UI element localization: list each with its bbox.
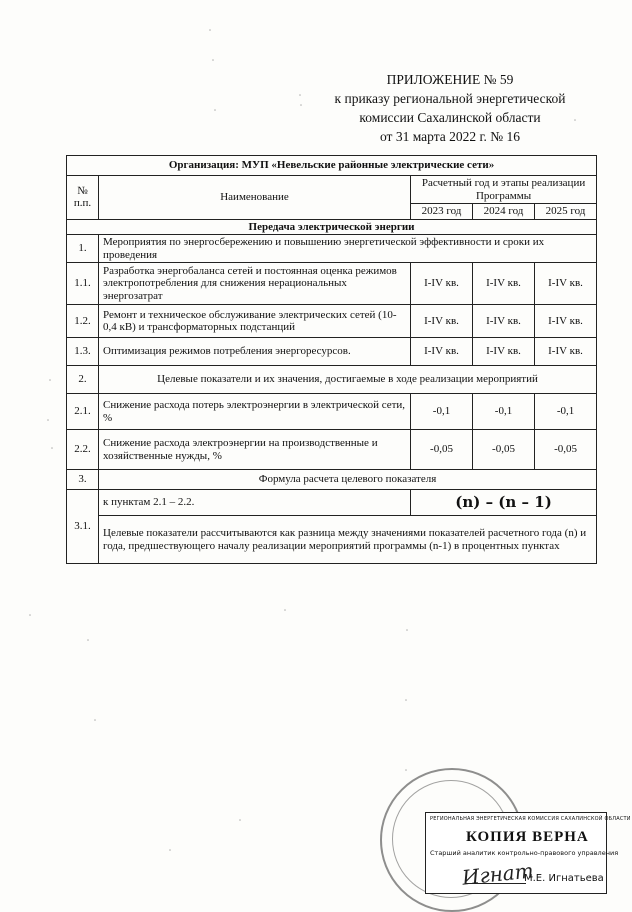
- year-2023: 2023 год: [411, 204, 473, 220]
- stamp-signer-name: М.Е. Игнатьева: [524, 873, 604, 884]
- row-number: 1.2.: [67, 305, 99, 338]
- value-2024: -0,1: [473, 394, 535, 430]
- appendix-title: ПРИЛОЖЕНИЕ № 59: [386, 72, 514, 87]
- stamp-position: Старший аналитик контрольно-правового управления: [430, 849, 619, 857]
- row-text: Оптимизация режимов потребления энергоресурсов.: [99, 338, 411, 366]
- order-date: от 31 марта 2022 г. № 16: [379, 129, 521, 144]
- row-text: Снижение расхода электроэнергии на производственные и хозяйственные нужды, %: [99, 430, 411, 470]
- value-2024: I-IV кв.: [473, 338, 535, 366]
- value-2023: I-IV кв.: [411, 305, 473, 338]
- row-number: 3.: [67, 470, 99, 490]
- value-2023: I-IV кв.: [411, 263, 473, 305]
- table-row: [67, 305, 597, 338]
- section-title: Передача электрической энергии: [67, 219, 597, 235]
- row-number: 3.1.: [67, 490, 99, 564]
- table-row: [67, 235, 597, 263]
- value-2024: I-IV кв.: [473, 263, 535, 305]
- value-2023: -0,1: [411, 394, 473, 430]
- row-number: 2.1.: [67, 394, 99, 430]
- organization-title: Организация: МУП «Невельские районные электрические сети»: [67, 156, 597, 176]
- row-number: 1.3.: [67, 338, 99, 366]
- commission-name: комиссии Сахалинской области: [359, 110, 541, 125]
- section-row-text: Целевые показатели и их значения, достигаемые в ходе реализации мероприятий: [99, 366, 597, 394]
- formula: (n) – (n – 1): [411, 490, 597, 516]
- row-number: 2.2.: [67, 430, 99, 470]
- row-number: 1.1.: [67, 263, 99, 305]
- table-row: [67, 490, 597, 516]
- table-row: [67, 366, 597, 394]
- value-2025: -0,05: [535, 430, 597, 470]
- table-row: [67, 470, 597, 490]
- table-row: [67, 394, 597, 430]
- value-2023: I-IV кв.: [411, 338, 473, 366]
- row-text: Ремонт и техническое обслуживание электрических сетей (10-0,4 кВ) и трансформаторных подстанций: [99, 305, 411, 338]
- stamp-organization: РЕГИОНАЛЬНАЯ ЭНЕРГЕТИЧЕСКАЯ КОМИССИЯ САХАЛИНСКОЙ ОБЛАСТИ: [430, 816, 631, 822]
- value-2023: -0,05: [411, 430, 473, 470]
- stamp-title: КОПИЯ ВЕРНА: [466, 829, 589, 845]
- handwritten-signature: Игнат: [460, 858, 535, 890]
- value-2025: I-IV кв.: [535, 263, 597, 305]
- year-2025: 2025 год: [535, 204, 597, 220]
- value-2025: I-IV кв.: [535, 305, 597, 338]
- year-2024: 2024 год: [473, 204, 535, 220]
- row-number: 2.: [67, 366, 99, 394]
- table-row: [67, 516, 597, 564]
- table-row: [67, 263, 597, 305]
- order-reference-line: к приказу региональной энергетической: [334, 91, 566, 106]
- row-number: 1.: [67, 235, 99, 263]
- program-table: [66, 155, 597, 564]
- formula-reference: к пунктам 2.1 – 2.2.: [99, 490, 411, 516]
- row-text: Снижение расхода потерь электроэнергии в электрической сети, %: [99, 394, 411, 430]
- section-row-text: Формула расчета целевого показателя: [99, 470, 597, 490]
- row-text: Мероприятия по энергосбережению и повышению энергетической эффективности и сроки их проведения: [99, 235, 597, 263]
- value-2025: -0,1: [535, 394, 597, 430]
- document-header: [300, 70, 600, 146]
- table-row: [67, 338, 597, 366]
- col-header-name: Наименование: [99, 176, 411, 220]
- table-row: [67, 430, 597, 470]
- value-2024: I-IV кв.: [473, 305, 535, 338]
- formula-description: Целевые показатели рассчитываются как разница между значениями показателей расчетного года (n) и года, предшествующего началу реализации мероприятий программы (n-1) в процентных пунктах: [99, 516, 597, 564]
- row-text: Разработка энергобаланса сетей и постоянная оценка режимов электропотребления для снижения нерациональных энергозатрат: [99, 263, 411, 305]
- value-2025: I-IV кв.: [535, 338, 597, 366]
- col-header-number: № п.п.: [67, 176, 99, 220]
- value-2024: -0,05: [473, 430, 535, 470]
- col-header-years: Расчетный год и этапы реализации Программы: [411, 176, 597, 204]
